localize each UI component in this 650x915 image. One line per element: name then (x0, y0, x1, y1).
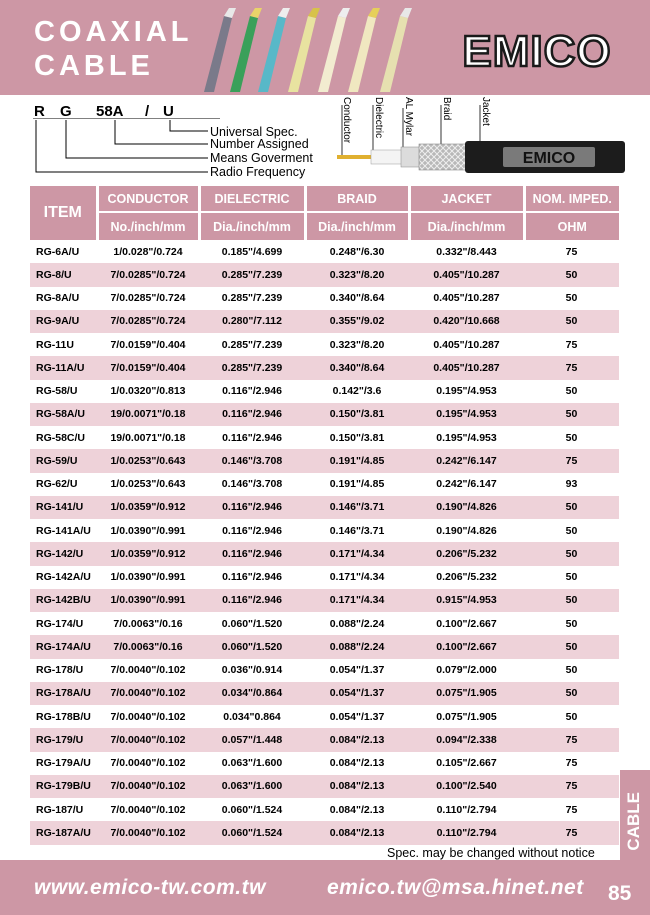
cell-item: RG-174/U (36, 617, 84, 630)
cell-impedance: 93 (565, 478, 578, 491)
cell-jacket: 0.075"/1.905 (409, 682, 524, 705)
cell-dielectric: 0.063"/1.600 (199, 775, 305, 798)
cable-cross-section (335, 100, 630, 180)
table-row (30, 240, 619, 263)
code-slash: / (145, 103, 150, 120)
table-row (30, 263, 619, 286)
cell-dielectric: 0.116"/2.946 (222, 571, 282, 584)
cell-item: RG-178A/U (30, 682, 97, 705)
footer-website: www.emico-tw.com.tw (34, 876, 266, 899)
cell-impedance: 50 (524, 496, 619, 519)
cell-conductor: 7/0.0040"/0.102 (110, 803, 186, 816)
mylar-shape (401, 147, 421, 167)
cell-dielectric: 0.116"/2.946 (222, 524, 282, 537)
cell-item: RG-141/U (30, 496, 97, 519)
cell-jacket: 0.075"/1.905 (436, 710, 497, 723)
cell-jacket: 0.195"/4.953 (436, 431, 497, 444)
cell-dielectric: 0.285"/7.239 (199, 356, 305, 379)
cell-jacket: 0.405"/10.287 (409, 263, 524, 286)
cell-item: RG-141A/U (36, 524, 91, 537)
cell-item: RG-142B/U (30, 589, 97, 612)
cell-dielectric: 0.116"/2.946 (222, 385, 282, 398)
legend-item-number-assigned: Number Assigned (210, 137, 309, 151)
emico-logo (452, 24, 622, 76)
cell-braid: 0.150"/3.81 (305, 403, 409, 426)
table-row (30, 333, 619, 356)
legend-item-means-goverment: Means Goverment (210, 151, 313, 165)
cell-item: RG-187/U (36, 803, 84, 816)
cell-jacket: 0.100"/2.540 (409, 775, 524, 798)
cell-dielectric: 0.060"/1.520 (199, 635, 305, 658)
cell-dielectric: 0.116"/2.946 (199, 496, 305, 519)
cell-conductor: 7/0.0159"/0.404 (97, 356, 199, 379)
col-subheader-conductor: No./inch/mm (97, 212, 199, 240)
cell-braid: 0.191"/4.85 (305, 449, 409, 472)
cell-jacket: 0.100"/2.667 (409, 635, 524, 658)
cell-conductor: 7/0.0040"/0.102 (97, 728, 199, 751)
cell-jacket: 0.405"/10.287 (433, 292, 500, 305)
legend-connector-lines (30, 118, 220, 178)
cell-conductor: 1/0.0390"/0.991 (97, 589, 199, 612)
cell-conductor: 1/0.0359"/0.912 (97, 542, 199, 565)
title-line-2: CABLE (34, 50, 154, 82)
cell-impedance: 50 (524, 263, 619, 286)
cell-item: RG-8A/U (36, 292, 80, 305)
legend-item-universal-spec: Universal Spec. (210, 125, 298, 139)
cell-impedance: 50 (524, 589, 619, 612)
cable-label-braid: Braid (441, 97, 452, 121)
cell-jacket: 0.105"/2.667 (436, 757, 497, 770)
cell-item: RG-9A/U (30, 310, 97, 333)
cell-braid: 0.355"/9.02 (305, 310, 409, 333)
table-row (30, 612, 619, 635)
code-letter-g: G (60, 103, 72, 120)
cell-conductor: 7/0.0040"/0.102 (110, 710, 186, 723)
title-line-1: COAXIAL (34, 16, 193, 48)
dielectric-shape (371, 150, 403, 164)
cell-impedance: 50 (565, 617, 578, 630)
cell-jacket: 0.242"/6.147 (436, 478, 497, 491)
cell-jacket: 0.079"/2.000 (436, 664, 497, 677)
cell-conductor: 7/0.0040"/0.102 (110, 757, 186, 770)
conductor-shape (337, 155, 373, 159)
cell-conductor: 7/0.0063"/0.16 (113, 617, 183, 630)
cell-conductor: 1/0.028"/0.724 (113, 245, 183, 258)
cell-braid: 0.088"/2.24 (305, 635, 409, 658)
cell-dielectric: 0.036"/0.914 (221, 664, 283, 677)
cell-conductor: 1/0.0390"/0.991 (110, 524, 186, 537)
col-header-item: ITEM (30, 186, 97, 240)
table-row (30, 496, 619, 519)
cell-braid: 0.084"/2.13 (305, 775, 409, 798)
cell-braid: 0.171"/4.34 (305, 542, 409, 565)
cell-dielectric: 0.285"/7.239 (221, 338, 283, 351)
cell-dielectric: 0.057"/1.448 (199, 728, 305, 751)
cell-conductor: 7/0.0040"/0.102 (97, 821, 199, 844)
cable-label-dielectric: Dielectric (373, 97, 384, 139)
cell-dielectric: 0.063"/1.600 (221, 757, 283, 770)
col-subheader-braid: Dia./inch/mm (305, 212, 409, 240)
spec-change-note: Spec. may be changed without notice (387, 846, 595, 860)
table-row (30, 659, 619, 682)
cable-illustration (192, 8, 422, 92)
cable-strand-1 (204, 8, 236, 92)
cell-impedance: 50 (524, 403, 619, 426)
col-header-nom-imped: NOM. IMPED. (524, 186, 619, 212)
cell-jacket: 0.190"/4.826 (436, 524, 497, 537)
cell-impedance: 50 (524, 310, 619, 333)
table-row (30, 728, 619, 751)
col-subheader-ohm: OHM (524, 212, 619, 240)
table-row (30, 449, 619, 472)
cell-conductor: 1/0.0320"/0.813 (110, 385, 186, 398)
table-row (30, 705, 619, 728)
table-row (30, 589, 619, 612)
cell-braid: 0.084"/2.13 (329, 757, 385, 770)
cell-braid: 0.084"/2.13 (305, 821, 409, 844)
table-row (30, 566, 619, 589)
cell-item: RG-178/U (36, 664, 84, 677)
cell-item: RG-174A/U (30, 635, 97, 658)
cell-conductor: 7/0.0159"/0.404 (110, 338, 186, 351)
cell-impedance: 75 (565, 245, 578, 258)
code-letter-u: U (163, 103, 174, 120)
cell-dielectric: 0.034"/0.864 (199, 682, 305, 705)
cell-braid: 0.088"/2.24 (329, 617, 385, 630)
cell-braid: 0.340"/8.64 (305, 356, 409, 379)
cell-conductor: 7/0.0285"/0.724 (110, 292, 186, 305)
cell-item: RG-6A/U (36, 245, 80, 258)
cable-strand-2 (230, 8, 262, 92)
table-row (30, 542, 619, 565)
cell-jacket: 0.190"/4.826 (409, 496, 524, 519)
table-row (30, 380, 619, 403)
cell-jacket: 0.195"/4.953 (409, 403, 524, 426)
cell-impedance: 50 (565, 710, 578, 723)
braid-shape (419, 144, 467, 170)
table-row (30, 473, 619, 496)
cell-braid: 0.084"/2.13 (329, 803, 385, 816)
cell-dielectric: 0.034"0.864 (223, 710, 281, 723)
cell-item: RG-58/U (36, 385, 78, 398)
cell-dielectric: 0.116"/2.946 (199, 542, 305, 565)
cell-jacket: 0.100"/2.667 (436, 617, 497, 630)
table-row (30, 519, 619, 542)
cable-strand-7 (380, 8, 412, 92)
cell-jacket: 0.206"/5.232 (409, 542, 524, 565)
cell-braid: 0.054"/1.37 (329, 664, 385, 677)
cell-impedance: 50 (565, 524, 578, 537)
cell-conductor: 1/0.0390"/0.991 (110, 571, 186, 584)
table-row (30, 287, 619, 310)
cell-braid: 0.323"/8.20 (305, 263, 409, 286)
code-letter-r: R (34, 103, 45, 120)
cell-item: RG-179/U (30, 728, 97, 751)
cell-conductor: 19/0.0071"/0.18 (110, 431, 186, 444)
cell-braid: 0.146"/3.71 (305, 496, 409, 519)
cell-jacket: 0.206"/5.232 (436, 571, 497, 584)
cell-jacket: 0.405"/10.287 (433, 338, 500, 351)
cell-impedance: 75 (524, 449, 619, 472)
cell-braid: 0.248"/6.30 (329, 245, 385, 258)
cell-jacket: 0.420"/10.668 (409, 310, 524, 333)
cell-item: RG-58A/U (30, 403, 97, 426)
cell-impedance: 50 (565, 431, 578, 444)
cell-impedance: 50 (565, 571, 578, 584)
cell-braid: 0.171"/4.34 (305, 589, 409, 612)
cell-item: RG-62/U (36, 478, 78, 491)
cell-dielectric: 0.280"/7.112 (199, 310, 305, 333)
cell-item: RG-179B/U (30, 775, 97, 798)
col-header-jacket: JACKET (409, 186, 524, 212)
cell-dielectric: 0.116"/2.946 (199, 403, 305, 426)
cell-dielectric: 0.060"/1.524 (221, 803, 283, 816)
cell-conductor: 19/0.0071"/0.18 (97, 403, 199, 426)
table-row (30, 775, 619, 798)
cell-conductor: 7/0.0040"/0.102 (110, 664, 186, 677)
cell-item: RG-11U (36, 338, 74, 351)
cell-braid: 0.323"/8.20 (329, 338, 385, 351)
cell-impedance: 75 (565, 803, 578, 816)
cell-item: RG-187A/U (30, 821, 97, 844)
cell-conductor: 7/0.0040"/0.102 (97, 775, 199, 798)
cell-impedance: 75 (565, 757, 578, 770)
cable-strand-6 (348, 8, 380, 92)
cell-item: RG-59/U (30, 449, 97, 472)
cell-jacket: 0.242"/6.147 (409, 449, 524, 472)
cable-label-al-mylar: AL Mylar (403, 97, 414, 137)
table-row (30, 426, 619, 449)
cell-braid: 0.054"/1.37 (305, 682, 409, 705)
table-row (30, 798, 619, 821)
cable-label-conductor: Conductor (341, 97, 352, 144)
cell-item: RG-142/U (30, 542, 97, 565)
cell-impedance: 50 (524, 542, 619, 565)
spec-table (30, 186, 619, 845)
cell-item: RG-11A/U (30, 356, 97, 379)
cell-impedance: 50 (565, 664, 578, 677)
cell-impedance: 75 (524, 775, 619, 798)
cell-jacket: 0.110"/2.794 (436, 803, 497, 816)
cell-dielectric: 0.285"/7.239 (199, 263, 305, 286)
cell-item: RG-178B/U (36, 710, 91, 723)
cell-jacket: 0.332"/8.443 (436, 245, 497, 258)
cell-conductor: 7/0.0063"/0.16 (97, 635, 199, 658)
cable-strand-4 (288, 8, 320, 92)
side-tab-label: CABLE (624, 792, 643, 851)
cell-impedance: 75 (524, 821, 619, 844)
cell-impedance: 50 (524, 682, 619, 705)
cell-item: RG-58C/U (36, 431, 86, 444)
col-header-braid: BRAID (305, 186, 409, 212)
cable-label-jacket: Jacket (480, 97, 491, 126)
cell-conductor: 1/0.0359"/0.912 (97, 496, 199, 519)
legend-item-radio-frequency: Radio Frequency (210, 165, 306, 179)
table-row (30, 821, 619, 844)
cell-impedance: 75 (565, 338, 578, 351)
cable-strand-5 (318, 8, 350, 92)
footer-email: emico.tw@msa.hinet.net (327, 876, 584, 899)
cell-jacket: 0.405"/10.287 (409, 356, 524, 379)
logo-text: EMICO (462, 27, 612, 76)
table-row (30, 635, 619, 658)
cell-conductor: 1/0.0253"/0.643 (97, 449, 199, 472)
cell-impedance: 50 (565, 385, 578, 398)
cable-strand-3 (258, 8, 290, 92)
cell-item: RG-142A/U (36, 571, 91, 584)
col-subheader-dielectric: Dia./inch/mm (199, 212, 305, 240)
cable-brand-text: EMICO (522, 150, 576, 167)
table-row (30, 356, 619, 379)
cell-dielectric: 0.146"/3.708 (221, 478, 283, 491)
table-row (30, 752, 619, 775)
cell-dielectric: 0.116"/2.946 (199, 589, 305, 612)
cell-conductor: 7/0.0285"/0.724 (97, 263, 199, 286)
cell-jacket: 0.195"/4.953 (436, 385, 497, 398)
cell-impedance: 50 (565, 292, 578, 305)
cell-item: RG-8/U (30, 263, 97, 286)
table-row (30, 682, 619, 705)
col-header-dielectric: DIELECTRIC (199, 186, 305, 212)
cell-conductor: 7/0.0285"/0.724 (97, 310, 199, 333)
page-number: 85 (608, 882, 632, 905)
cell-braid: 0.150"/3.81 (329, 431, 385, 444)
cell-braid: 0.146"/3.71 (329, 524, 385, 537)
cell-jacket: 0.094"/2.338 (409, 728, 524, 751)
code-number: 58A (96, 103, 124, 120)
cell-braid: 0.191"/4.85 (329, 478, 385, 491)
cell-dielectric: 0.116"/2.946 (222, 431, 282, 444)
col-subheader-jacket: Dia./inch/mm (409, 212, 524, 240)
cell-impedance: 75 (524, 728, 619, 751)
cell-impedance: 75 (524, 356, 619, 379)
cell-braid: 0.142"/3.6 (332, 385, 382, 398)
cell-jacket: 0.915"/4.953 (409, 589, 524, 612)
cell-dielectric: 0.285"/7.239 (221, 292, 283, 305)
cell-impedance: 50 (524, 635, 619, 658)
cell-dielectric: 0.060"/1.524 (199, 821, 305, 844)
cell-item: RG-179A/U (36, 757, 91, 770)
table-row (30, 310, 619, 333)
table-row (30, 403, 619, 426)
cell-jacket: 0.110"/2.794 (409, 821, 524, 844)
cell-braid: 0.084"/2.13 (305, 728, 409, 751)
cell-dielectric: 0.185"/4.699 (221, 245, 283, 258)
cell-dielectric: 0.146"/3.708 (199, 449, 305, 472)
cell-dielectric: 0.060"/1.520 (221, 617, 283, 630)
cell-braid: 0.340"/8.64 (329, 292, 385, 305)
cell-braid: 0.054"/1.37 (329, 710, 385, 723)
col-header-conductor: CONDUCTOR (97, 186, 199, 212)
cell-conductor: 1/0.0253"/0.643 (110, 478, 186, 491)
cell-conductor: 7/0.0040"/0.102 (97, 682, 199, 705)
cell-braid: 0.171"/4.34 (329, 571, 385, 584)
